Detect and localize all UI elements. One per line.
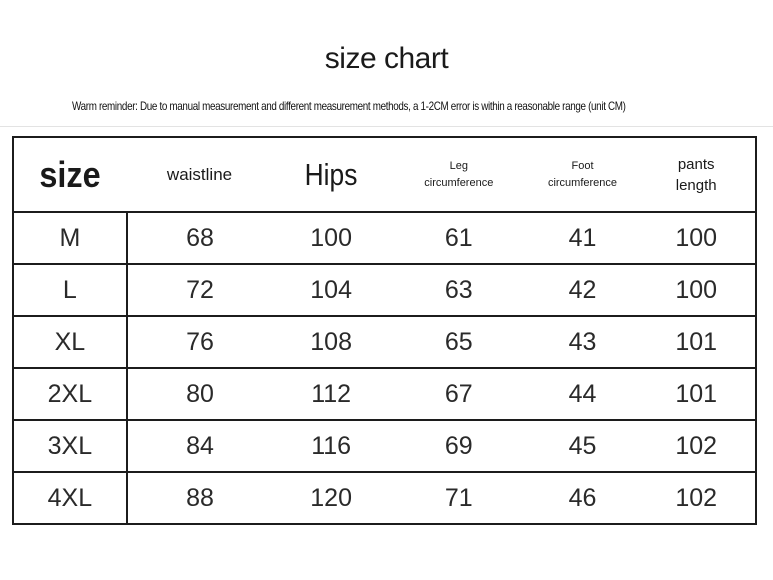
page-title: size chart bbox=[324, 42, 449, 75]
table-header-row bbox=[13, 137, 756, 212]
waistline-cell: 76 bbox=[127, 316, 273, 368]
pants-cell: 102 bbox=[637, 420, 756, 472]
leg-cell: 65 bbox=[390, 316, 528, 368]
waistline-cell: 80 bbox=[127, 368, 273, 420]
warm-reminder-note: Warm reminder: Due to manual measurement and different measurement methods, a 1-2CM error is within a reasonable range (unit CM) bbox=[72, 99, 626, 113]
header-size: size bbox=[13, 137, 127, 212]
hips-cell: 104 bbox=[272, 264, 390, 316]
size-cell: 3XL bbox=[13, 420, 127, 472]
size-cell: M bbox=[13, 212, 127, 264]
leg-cell: 63 bbox=[390, 264, 528, 316]
header-waistline: waistline bbox=[127, 137, 273, 212]
pants-cell: 100 bbox=[637, 212, 756, 264]
table-row bbox=[13, 264, 756, 316]
waistline-cell: 88 bbox=[127, 472, 273, 524]
divider bbox=[0, 126, 773, 127]
header-pants-length: pants length bbox=[637, 137, 756, 212]
hips-cell: 108 bbox=[272, 316, 390, 368]
size-cell: 4XL bbox=[13, 472, 127, 524]
size-cell: 2XL bbox=[13, 368, 127, 420]
pants-cell: 102 bbox=[637, 472, 756, 524]
waistline-cell: 84 bbox=[127, 420, 273, 472]
foot-cell: 45 bbox=[528, 420, 638, 472]
hips-cell: 112 bbox=[272, 368, 390, 420]
foot-cell: 41 bbox=[528, 212, 638, 264]
pants-cell: 100 bbox=[637, 264, 756, 316]
foot-cell: 43 bbox=[528, 316, 638, 368]
leg-cell: 69 bbox=[390, 420, 528, 472]
size-cell: XL bbox=[13, 316, 127, 368]
header-foot-circumference: Foot circumference bbox=[528, 137, 638, 212]
foot-cell: 46 bbox=[528, 472, 638, 524]
table-row bbox=[13, 316, 756, 368]
pants-cell: 101 bbox=[637, 368, 756, 420]
header-hips: Hips bbox=[272, 137, 390, 212]
waistline-cell: 68 bbox=[127, 212, 273, 264]
hips-cell: 120 bbox=[272, 472, 390, 524]
leg-cell: 61 bbox=[390, 212, 528, 264]
pants-cell: 101 bbox=[637, 316, 756, 368]
header-leg-circumference: Leg circumference bbox=[390, 137, 528, 212]
table-row bbox=[13, 420, 756, 472]
hips-cell: 100 bbox=[272, 212, 390, 264]
table-row bbox=[13, 472, 756, 524]
table-row bbox=[13, 368, 756, 420]
leg-cell: 71 bbox=[390, 472, 528, 524]
size-cell: L bbox=[13, 264, 127, 316]
waistline-cell: 72 bbox=[127, 264, 273, 316]
foot-cell: 42 bbox=[528, 264, 638, 316]
hips-cell: 116 bbox=[272, 420, 390, 472]
table-row bbox=[13, 212, 756, 264]
size-table bbox=[12, 136, 757, 525]
leg-cell: 67 bbox=[390, 368, 528, 420]
foot-cell: 44 bbox=[528, 368, 638, 420]
